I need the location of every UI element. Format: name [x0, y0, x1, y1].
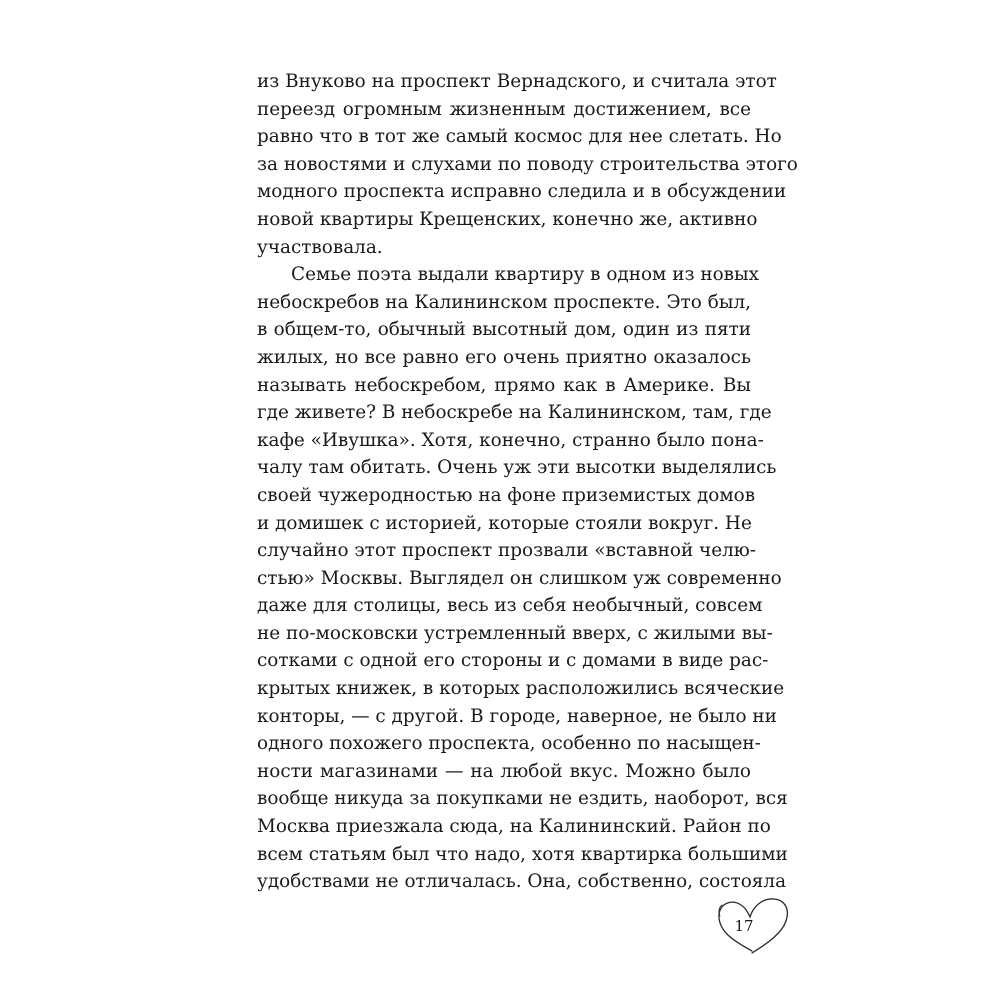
- text-line: всем статьям был что надо, хотя квартирка большими: [257, 843, 788, 865]
- text-line: равно что в тот же самый космос для нее слетать. Но: [257, 126, 782, 148]
- text-line: и домишек с историей, которые стояли вокруг. Не: [257, 512, 752, 534]
- text-line: вообще никуда за покупками не ездить, наоборот, вся: [257, 788, 788, 810]
- page-number: 17: [734, 917, 754, 935]
- body-text: [257, 68, 798, 896]
- text-line: своей чужеродностью на фоне приземистых домов: [257, 484, 756, 506]
- text-line: переезд огромным жизненным достижением, все: [257, 98, 751, 120]
- text-line: Семье поэта выдали квартиру в одном из новых: [291, 264, 760, 286]
- text-line: модного проспекта исправно следила и в обсуждении: [257, 181, 787, 203]
- text-line: кафе «Ивушка». Хотя, конечно, странно было пона-: [257, 429, 764, 451]
- text-line: случайно этот проспект прозвали «вставной челю-: [257, 540, 756, 562]
- text-line: не по-московски устремленный вверх, с жилыми вы-: [257, 622, 773, 644]
- text-line: конторы, — с другой. В городе, наверное, не было ни: [257, 705, 777, 727]
- text-line: из Внуково на проспект Вернадского, и считала этот: [257, 71, 777, 92]
- text-line: удобствами не отличалась. Она, собственно, состояла: [257, 871, 787, 893]
- page-number-ornament: [708, 893, 792, 959]
- text-line: за новостями и слухами по поводу строительства этого: [257, 153, 798, 175]
- text-line: небоскребов на Калининском проспекте. Это был,: [257, 291, 751, 313]
- text-line: даже для столицы, весь из себя необычный, совсем: [257, 595, 763, 617]
- text-line: ности магазинами — на любой вкус. Можно было: [257, 760, 751, 782]
- text-line: участвовала.: [257, 236, 383, 258]
- text-line: сотками с одной его стороны и с домами в виде рас-: [257, 650, 769, 672]
- text-line: где живете? В небоскребе на Калининском, там, где: [257, 402, 772, 424]
- text-line: Москва приезжала сюда, на Калининский. Район по: [257, 816, 771, 838]
- text-line: одного похожего проспекта, особенно по насыщен-: [257, 733, 761, 755]
- text-line: крытых книжек, в которых расположились всяческие: [257, 678, 785, 700]
- text-line: называть небоскребом, прямо как в Америке. Вы: [257, 374, 751, 396]
- text-line: стью» Москвы. Выглядел он слишком уж современно: [257, 567, 782, 589]
- text-line: чалу там обитать. Очень уж эти высотки выделялись: [257, 457, 777, 479]
- text-line: жилых, но все равно его очень приятно оказалось: [257, 346, 751, 368]
- text-line: новой квартиры Крещенских, конечно же, активно: [257, 208, 758, 230]
- text-line: в общем-то, обычный высотный дом, один из пяти: [257, 319, 751, 341]
